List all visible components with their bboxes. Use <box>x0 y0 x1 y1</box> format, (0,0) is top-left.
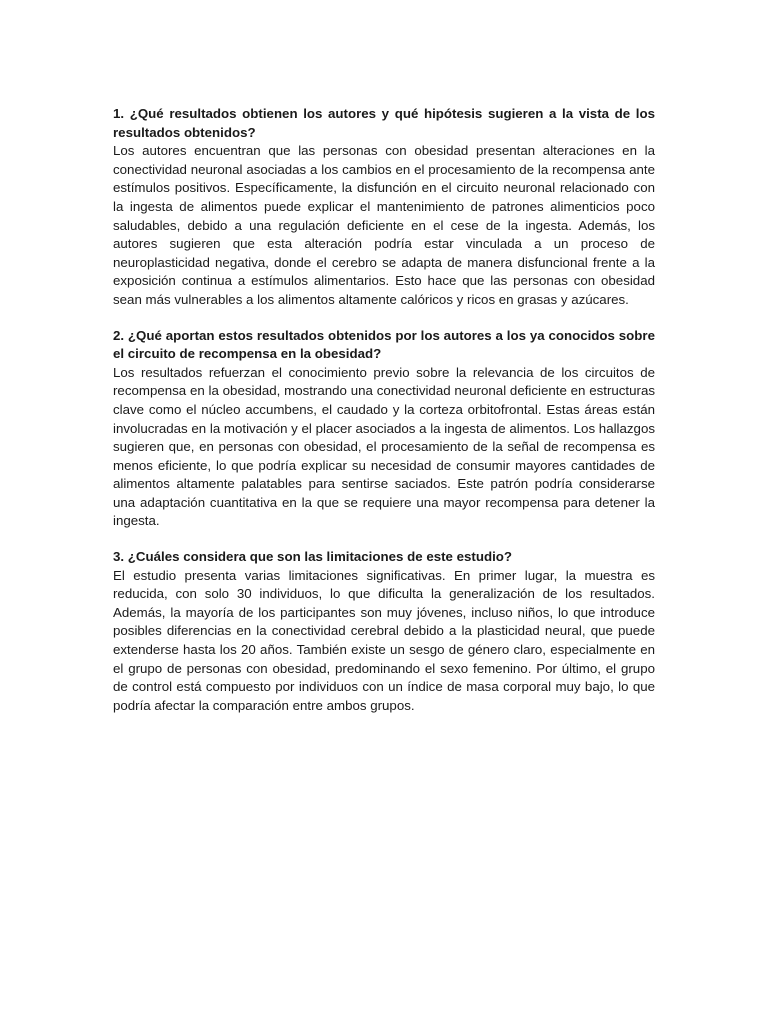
answer-1-paragraph: Los autores encuentran que las personas con obesidad presentan alteraciones en la conectividad neuronal asociadas a los cambios en el procesamiento de la recompensa ante estímulos positivos. Específicamente, la disfunción en el circuito neuronal relacionado con la ingesta de alimentos puede explicar el mantenimiento de patrones alimenticios poco saludables, debido a una regulación deficiente en el cese de la ingesta. Además, los autores sugieren que esta alteración podría estar vinculada a un proceso de neuroplasticidad negativa, donde el cerebro se adapta de manera disfuncional frente a la exposición continua a estímulos alimentarios. Esto hace que las personas con obesidad sean más vulnerables a los alimentos altamente calóricos y ricos en grasas y azúcares. <box>113 143 655 307</box>
question-3-heading: 3. ¿Cuáles considera que son las limitaciones de este estudio? <box>113 549 513 565</box>
document-page <box>113 105 655 732</box>
question-1-heading: 1. ¿Qué resultados obtienen los autores y qué hipótesis sugieren a la vista de los resultados obtenidos? <box>113 106 655 140</box>
answer-2-paragraph: Los resultados refuerzan el conocimiento previo sobre la relevancia de los circuitos de recompensa en la obesidad, mostrando una conectividad neuronal deficiente en estructuras clave como el núcleo accumbens, el caudado y la corteza orbitofrontal. Estas áreas están involucradas en la motivación y el placer asociados a la ingesta de alimentos. Los hallazgos sugieren que, en personas con obesidad, el procesamiento de la señal de recompensa es menos eficiente, lo que podría explicar su necesidad de consumir mayores cantidades de alimentos altamente palatables para sentirse saciados. Este patrón podría considerarse una adaptación cuantitativa en la que se requiere una mayor recompensa para detener la ingesta. <box>113 364 655 529</box>
section-1 <box>113 105 655 310</box>
section-3 <box>113 548 655 715</box>
question-2-heading: 2. ¿Qué aportan estos resultados obtenidos por los autores a los ya conocidos sobre el circuito de recompensa en la obesidad? <box>113 327 655 362</box>
answer-3-paragraph: El estudio presenta varias limitaciones significativas. En primer lugar, la muestra es reducida, con solo 30 individuos, lo que dificulta la generalización de los resultados. Además, la mayoría de los participantes son muy jóvenes, incluso niños, lo que introduce posibles diferencias en la conectividad cerebral debido a la plasticidad neural, que puede extenderse hasta los 20 años. También existe un sesgo de género claro, especialmente en el grupo de personas con obesidad, predominando el sexo femenino. Por último, el grupo de control está compuesto por individuos con un índice de masa corporal muy bajo, lo que podría afectar la comparación entre ambos grupos. <box>113 567 655 713</box>
section-2 <box>113 327 655 532</box>
